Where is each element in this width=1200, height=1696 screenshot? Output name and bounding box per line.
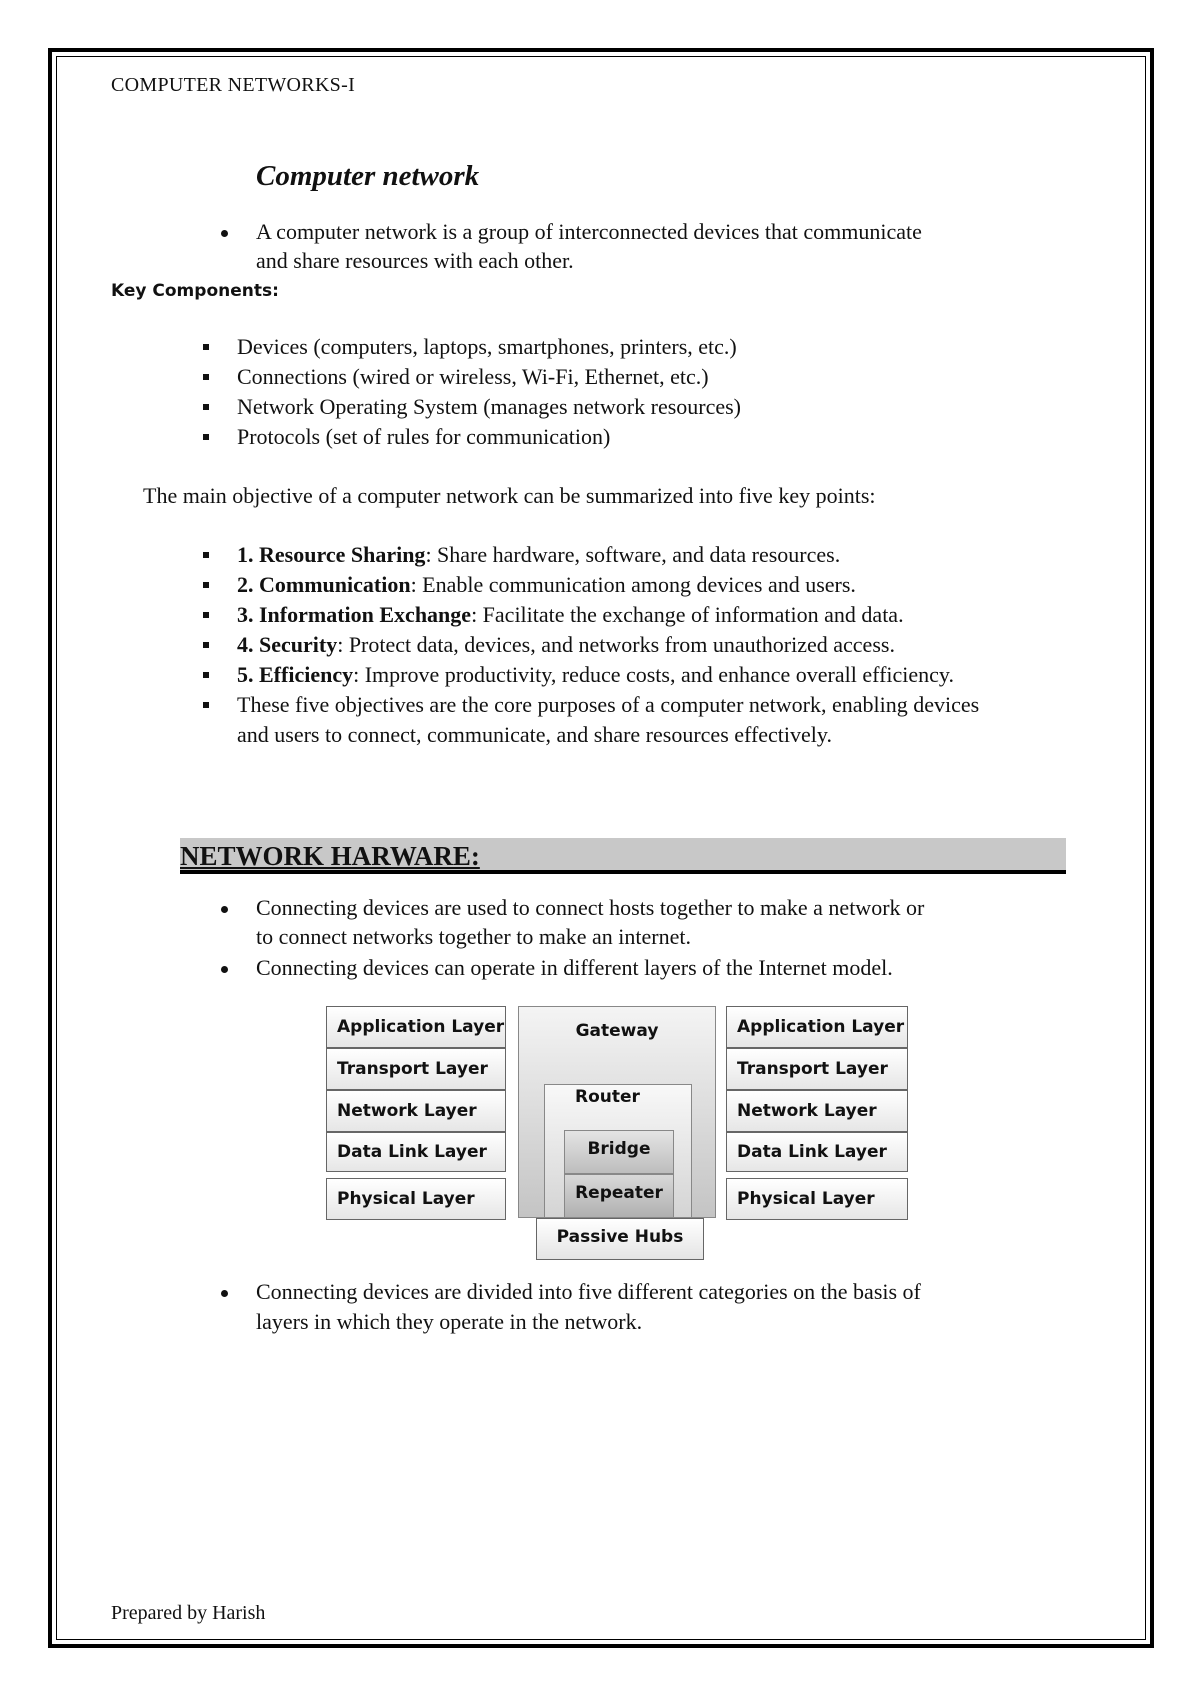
bullet-dot-icon	[221, 1290, 228, 1297]
objective-desc: : Improve productivity, reduce costs, and enhance overall efficiency.	[353, 662, 954, 687]
list-item: Devices (computers, laptops, smartphones, printers, etc.)	[237, 334, 737, 359]
definition-line-1: A computer network is a group of interconnected devices that communicate	[256, 219, 922, 244]
square-bullet-icon	[203, 672, 209, 678]
running-head: COMPUTER NETWORKS-I	[111, 74, 356, 96]
objective-term: 1. Resource Sharing	[237, 542, 426, 567]
summary-line-2: and users to connect, communicate, and share resources effectively.	[237, 722, 832, 747]
bullet-dot-icon	[221, 906, 228, 913]
closing-line-1: Connecting devices are divided into five different categories on the basis of	[256, 1279, 921, 1304]
page-title: Computer network	[256, 160, 480, 192]
list-item	[237, 630, 895, 660]
objective-term: 5. Efficiency	[237, 662, 354, 687]
list-item	[237, 600, 904, 630]
square-bullet-icon	[203, 344, 209, 350]
bridge-box	[564, 1130, 674, 1174]
left-transport-layer: Transport Layer	[326, 1048, 506, 1090]
square-bullet-icon	[203, 612, 209, 618]
list-item: Network Operating System (manages network resources)	[237, 394, 742, 419]
right-data-link-layer: Data Link Layer	[726, 1132, 908, 1172]
gateway-label: Gateway	[575, 1021, 659, 1041]
objective-desc: : Share hardware, software, and data resources.	[425, 542, 841, 567]
definition-line-2: and share resources with each other.	[256, 248, 574, 273]
square-bullet-icon	[203, 702, 209, 708]
bullet-dot-icon	[221, 230, 228, 237]
hardware-bullet-1-line-2: to connect networks together to make an internet.	[256, 924, 691, 949]
summary-line-1: These five objectives are the core purposes of a computer network, enabling devices	[237, 692, 980, 717]
objectives-intro: The main objective of a computer network can be summarized into five key points:	[143, 483, 876, 508]
objective-desc: : Enable communication among devices and users.	[410, 572, 856, 597]
square-bullet-icon	[203, 404, 209, 410]
right-network-layer: Network Layer	[726, 1090, 908, 1132]
passive-hubs-label: Passive Hubs	[556, 1227, 684, 1247]
hardware-bullet-2-line-1: Connecting devices can operate in different layers of the Internet model.	[256, 955, 893, 980]
square-bullet-icon	[203, 582, 209, 588]
list-item: Connections (wired or wireless, Wi-Fi, Ethernet, etc.)	[237, 364, 709, 389]
right-physical-layer: Physical Layer	[726, 1178, 908, 1220]
bridge-label: Bridge	[587, 1139, 651, 1159]
square-bullet-icon	[203, 374, 209, 380]
objective-desc: : Facilitate the exchange of information and data.	[471, 602, 904, 627]
key-components-heading: Key Components:	[111, 281, 279, 301]
footer-prepared-by: Prepared by Harish	[111, 1602, 266, 1624]
left-application-layer: Application Layer	[326, 1006, 506, 1048]
square-bullet-icon	[203, 642, 209, 648]
closing-line-2: layers in which they operate in the network.	[256, 1309, 643, 1334]
list-item	[237, 570, 856, 600]
list-item	[237, 540, 840, 570]
square-bullet-icon	[203, 434, 209, 440]
left-network-layer: Network Layer	[326, 1090, 506, 1132]
network-hardware-heading: NETWORK HARWARE:	[180, 841, 480, 871]
list-item: Protocols (set of rules for communication)	[237, 424, 611, 449]
bullet-dot-icon	[221, 966, 228, 973]
section-heading-bar	[180, 838, 1066, 874]
objective-term: 3. Information Exchange	[237, 602, 472, 627]
square-bullet-icon	[203, 552, 209, 558]
hardware-bullet-1-line-1: Connecting devices are used to connect hosts together to make a network or	[256, 895, 925, 920]
objective-desc: : Protect data, devices, and networks from unauthorized access.	[337, 632, 895, 657]
passive-hubs-box	[536, 1218, 704, 1260]
router-label: Router	[575, 1087, 640, 1107]
repeater-box	[564, 1174, 674, 1218]
objective-term: 4. Security	[237, 632, 338, 657]
left-physical-layer: Physical Layer	[326, 1178, 506, 1220]
right-application-layer: Application Layer	[726, 1006, 908, 1048]
repeater-label: Repeater	[575, 1183, 663, 1203]
list-item	[237, 660, 954, 690]
objective-term: 2. Communication	[237, 572, 411, 597]
right-transport-layer: Transport Layer	[726, 1048, 908, 1090]
connecting-devices-diagram	[326, 1006, 916, 1262]
left-data-link-layer: Data Link Layer	[326, 1132, 506, 1172]
